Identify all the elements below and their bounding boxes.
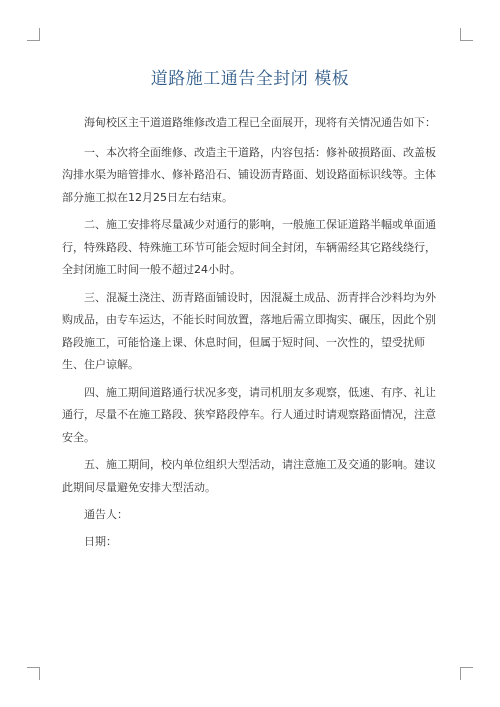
page-corner-mark-top-left — [27, 28, 40, 41]
paragraph-4: 四、施工期间道路通行状况多变，请司机朋友多观察，低速、有序、礼让通行，尽量不在施工路段、狭窄路段停车。行人通过时请观察路面情况，注意安全。 — [62, 385, 436, 444]
page-corner-mark-top-right — [460, 28, 473, 41]
date-label: 日期： — [84, 534, 117, 548]
paragraph-5: 五、施工期间，校内单位组织大型活动，请注意施工及交通的影响。建议此期间尽量避免安排大型活动。 — [62, 458, 436, 494]
document-body — [62, 112, 438, 557]
paragraph-2: 二、施工安排将尽量减少对通行的影响，一般施工保证道路半幅或单面通行，特殊路段、特殊施工环节可能会短时间全封闭，车辆需经其它路线绕行，全封闭施工时间一般不超过24小时。 — [62, 218, 436, 276]
intro-paragraph: 海甸校区主干道道路维修改造工程已全面展开，现将有关情况通告如下： — [84, 116, 436, 129]
page-corner-mark-bottom-right — [460, 667, 473, 680]
page-corner-mark-bottom-left — [27, 667, 40, 680]
document-title: 道路施工通告全封闭 模板 — [150, 69, 350, 89]
paragraph-1: 一、本次将全面维修、改造主干道路，内容包括：修补破损路面、改盖板沟排水渠为暗管排水、修补路沿石、铺设沥青路面、划设路面标识线等。主体部分施工拟在12月25日左右结束。 — [62, 145, 436, 204]
paragraph-3: 三、混凝土浇注、沥青路面铺设时，因混凝土成品、沥青拌合沙料均为外购成品，由专车运达，不能长时间放置，落地后需立即掏实、碾压，因此个别路段施工，可能恰逢上课、休息时间，但属于短时间、一次性的，望受扰师生、住户谅解。 — [62, 290, 436, 371]
announcer-label: 通告人： — [84, 508, 128, 521]
